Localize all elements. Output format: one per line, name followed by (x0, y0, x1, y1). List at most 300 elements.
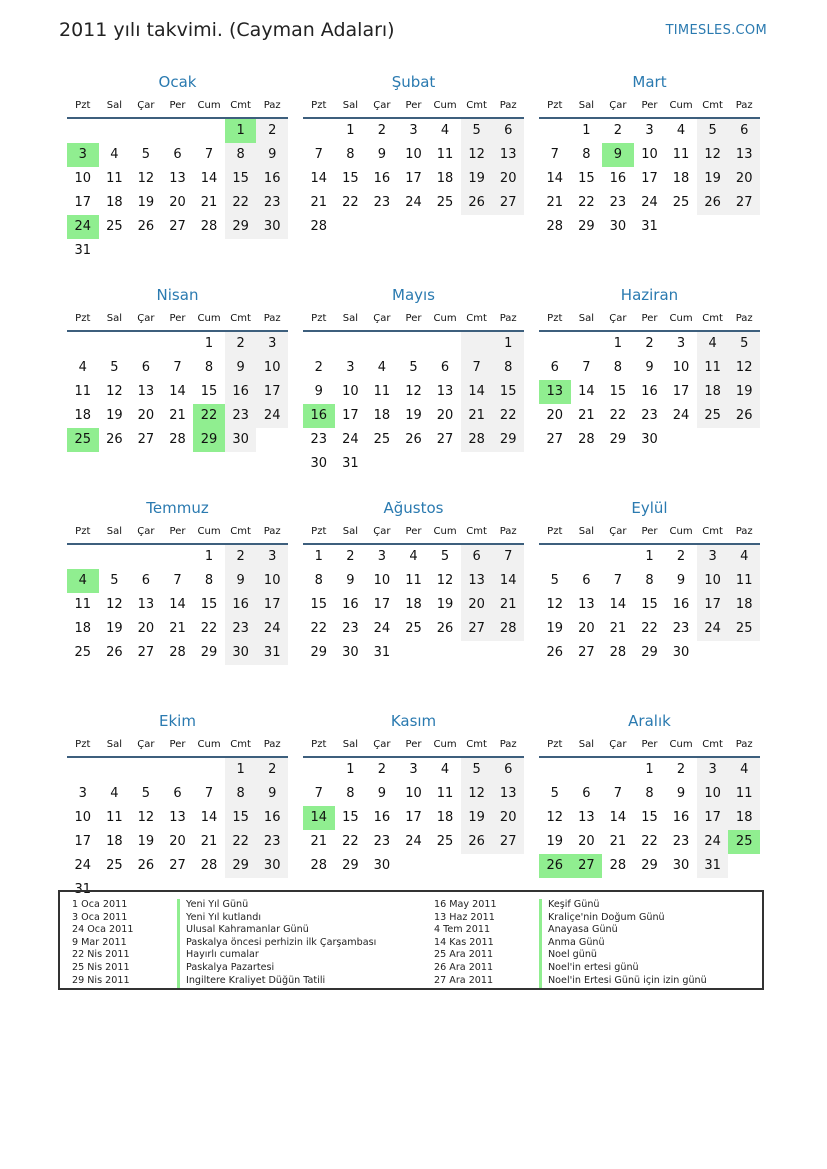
day-cell: 16 (225, 593, 257, 617)
month-name: Ağustos (383, 499, 444, 517)
day-cell: 23 (310, 432, 328, 447)
day-cell: 3 (645, 123, 654, 138)
weekday-label: Per (405, 739, 422, 750)
day-cell: 8 (314, 573, 323, 588)
day-cell: 2 (346, 549, 355, 564)
day-cell: 31 (373, 645, 391, 660)
day-cell: 8 (204, 573, 214, 588)
page-title: 2011 yılı takvimi. (Cayman Adaları) (59, 19, 395, 41)
day-grid (539, 758, 760, 878)
day-cell: 1 (225, 119, 257, 143)
day-cell: 30 (225, 428, 257, 452)
holiday-name: Yeni Yıl Günü (186, 899, 249, 910)
month-calendar (303, 283, 524, 472)
month-name: Kasım (390, 712, 437, 730)
day-cell: 31 (256, 641, 288, 665)
day-cell: 23 (256, 830, 288, 854)
month-name: Şubat (391, 73, 436, 91)
day-cell: 18 (697, 380, 729, 404)
day-cell: 10 (74, 810, 92, 825)
day-cell: 15 (641, 810, 658, 825)
day-cell: 7 (314, 147, 323, 162)
holiday-name: Noel günü (548, 949, 597, 961)
day-cell: 4 (110, 147, 119, 162)
day-cell: 1 (314, 549, 323, 564)
day-cell: 16 (225, 380, 257, 404)
day-cell: 5 (141, 786, 151, 801)
holiday-date: 24 Oca 2011 (72, 924, 134, 936)
empty-cell (67, 119, 99, 143)
day-cell: 17 (405, 810, 422, 825)
day-cell: 18 (74, 621, 92, 636)
day-cell: 14 (609, 597, 627, 612)
day-cell: 23 (256, 191, 288, 215)
holiday-date: 29 Nis 2011 (72, 974, 130, 986)
day-cell: 21 (609, 834, 627, 849)
weekday-label: Çar (373, 313, 391, 324)
weekday-label: Per (405, 526, 422, 537)
day-cell: 2 (676, 762, 686, 777)
day-grid (539, 119, 760, 239)
weekday-label: Sal (342, 526, 358, 537)
day-cell: 17 (697, 593, 729, 617)
day-cell: 1 (613, 336, 623, 351)
day-cell: 3 (409, 123, 418, 138)
day-cell: 26 (137, 858, 155, 873)
day-cell: 15 (310, 597, 328, 612)
weekday-label: Pzt (547, 313, 563, 324)
day-cell: 17 (405, 171, 422, 186)
day-cell: 5 (461, 119, 493, 143)
day-cell: 25 (436, 195, 454, 210)
day-grid (303, 332, 524, 476)
day-cell: 28 (310, 219, 328, 234)
day-cell: 12 (728, 356, 760, 380)
empty-cell (571, 332, 603, 356)
day-cell: 11 (106, 171, 123, 186)
weekday-label: Sal (578, 313, 594, 324)
weekday-label: Pzt (75, 313, 91, 324)
weekday-header (539, 520, 760, 545)
empty-cell (130, 545, 162, 569)
brand-link[interactable]: TIMESLES.COM (665, 23, 767, 38)
day-cell: 9 (225, 569, 257, 593)
weekday-label: Çar (609, 313, 627, 324)
day-cell: 16 (609, 171, 627, 186)
empty-cell (461, 332, 493, 356)
day-cell: 19 (106, 621, 123, 636)
weekday-header (67, 520, 288, 545)
weekday-label: Çar (609, 739, 627, 750)
day-cell: 22 (193, 404, 225, 428)
day-cell: 10 (373, 573, 391, 588)
day-cell: 21 (609, 621, 627, 636)
day-cell: 23 (373, 195, 391, 210)
day-cell: 1 (204, 549, 214, 564)
weekday-label: Cmt (702, 526, 723, 537)
day-cell: 22 (609, 408, 627, 423)
weekday-label: Cum (197, 313, 221, 324)
day-cell: 7 (461, 356, 493, 380)
day-cell: 20 (578, 621, 595, 636)
holiday-date: 27 Ara 2011 (434, 974, 494, 986)
day-cell: 27 (436, 432, 454, 447)
day-cell: 26 (728, 404, 760, 428)
day-cell: 3 (697, 758, 729, 782)
day-cell: 26 (436, 621, 454, 636)
day-cell: 2 (256, 119, 288, 143)
day-cell: 21 (578, 408, 595, 423)
day-cell: 8 (204, 360, 214, 375)
day-cell: 5 (110, 573, 119, 588)
day-cell: 16 (672, 810, 690, 825)
day-cell: 27 (461, 617, 493, 641)
day-cell: 2 (256, 758, 288, 782)
weekday-label: Cum (669, 739, 693, 750)
legend-dates-left (60, 899, 177, 988)
legend-names-left (177, 899, 422, 988)
day-cell: 9 (256, 782, 288, 806)
day-cell: 11 (436, 786, 454, 801)
empty-cell (67, 758, 99, 782)
day-cell: 7 (492, 545, 524, 569)
day-cell: 28 (200, 219, 218, 234)
weekday-label: Pzt (311, 739, 327, 750)
day-cell: 24 (256, 404, 288, 428)
day-cell: 7 (613, 573, 623, 588)
weekday-header (67, 307, 288, 332)
day-cell: 29 (492, 428, 524, 452)
day-cell: 26 (461, 191, 493, 215)
day-cell: 8 (613, 360, 623, 375)
empty-cell (99, 545, 131, 569)
day-cell: 22 (342, 195, 359, 210)
day-cell: 12 (405, 384, 422, 399)
day-cell: 16 (342, 597, 359, 612)
day-cell: 25 (405, 621, 422, 636)
day-cell: 26 (461, 830, 493, 854)
weekday-label: Çar (137, 313, 155, 324)
day-cell: 2 (314, 360, 323, 375)
day-cell: 3 (256, 332, 288, 356)
day-cell: 23 (609, 195, 627, 210)
weekday-label: Paz (263, 526, 281, 537)
day-cell: 24 (342, 432, 359, 447)
day-cell: 8 (492, 356, 524, 380)
months-grid (67, 70, 760, 898)
holiday-name: Hayırlı cumalar (186, 949, 259, 961)
empty-cell (67, 332, 99, 356)
day-cell: 28 (609, 858, 627, 873)
day-cell: 25 (106, 219, 123, 234)
weekday-label: Çar (137, 739, 155, 750)
weekday-label: Per (405, 313, 422, 324)
weekday-label: Çar (609, 100, 627, 111)
day-cell: 31 (74, 243, 92, 258)
holiday-date: 25 Ara 2011 (434, 949, 494, 961)
day-cell: 5 (697, 119, 729, 143)
day-cell: 11 (373, 384, 391, 399)
month-calendar (67, 496, 288, 685)
day-cell: 30 (672, 858, 690, 873)
day-cell: 23 (225, 617, 257, 641)
day-cell: 1 (225, 758, 257, 782)
day-cell: 9 (676, 786, 686, 801)
day-cell: 11 (405, 573, 422, 588)
holiday-date: 16 May 2011 (434, 899, 497, 910)
day-cell: 13 (137, 597, 155, 612)
day-cell: 11 (728, 782, 760, 806)
day-cell: 27 (571, 854, 603, 878)
day-cell: 17 (641, 171, 658, 186)
day-cell: 10 (405, 147, 422, 162)
day-cell: 27 (169, 219, 186, 234)
day-cell: 1 (492, 332, 524, 356)
day-cell: 10 (342, 384, 359, 399)
day-cell: 14 (303, 806, 335, 830)
day-cell: 25 (672, 195, 690, 210)
day-cell: 1 (346, 123, 355, 138)
weekday-label: Sal (342, 100, 358, 111)
weekday-label: Cum (433, 739, 457, 750)
day-grid (303, 758, 524, 878)
day-cell: 19 (106, 408, 123, 423)
day-cell: 14 (169, 384, 186, 399)
day-cell: 4 (440, 762, 450, 777)
month-name: Temmuz (146, 499, 209, 517)
holiday-name: Kraliçe'nin Doğum Günü (548, 911, 665, 923)
day-cell: 20 (169, 834, 186, 849)
day-cell: 6 (582, 786, 591, 801)
day-cell: 12 (436, 573, 454, 588)
day-cell: 28 (578, 432, 595, 447)
empty-cell (162, 332, 194, 356)
legend-names-right (539, 899, 762, 988)
day-grid (539, 545, 760, 665)
month-calendar (539, 70, 760, 259)
day-cell: 19 (436, 597, 454, 612)
day-cell: 5 (461, 758, 493, 782)
month-calendar (67, 709, 288, 898)
empty-cell (303, 758, 335, 782)
day-cell: 1 (346, 762, 355, 777)
day-cell: 13 (169, 171, 186, 186)
day-cell: 1 (645, 549, 654, 564)
empty-cell (303, 119, 335, 143)
day-cell: 18 (106, 834, 123, 849)
day-cell: 6 (173, 786, 182, 801)
day-cell: 9 (676, 573, 686, 588)
day-cell: 20 (492, 167, 524, 191)
day-cell: 5 (409, 360, 418, 375)
holiday-name: İngiltere Kraliyet Düğün Tatili (186, 974, 326, 986)
day-cell: 27 (137, 432, 155, 447)
day-cell: 22 (641, 834, 658, 849)
holiday-name: Yeni Yıl kutlandı (186, 911, 262, 923)
day-cell: 2 (645, 336, 654, 351)
empty-cell (193, 119, 225, 143)
empty-cell (539, 545, 571, 569)
day-cell: 11 (436, 147, 454, 162)
month-name: Mayıs (392, 286, 435, 304)
day-cell: 15 (200, 384, 218, 399)
day-cell: 12 (137, 171, 155, 186)
day-cell: 6 (492, 119, 524, 143)
day-cell: 18 (436, 810, 454, 825)
day-cell: 24 (256, 617, 288, 641)
empty-cell (99, 332, 131, 356)
weekday-label: Sal (106, 526, 122, 537)
day-cell: 6 (492, 758, 524, 782)
day-cell: 25 (74, 645, 92, 660)
weekday-label: Paz (735, 100, 753, 111)
day-cell: 26 (106, 645, 123, 660)
weekday-label: Cmt (466, 739, 487, 750)
day-cell: 20 (436, 408, 454, 423)
day-cell: 21 (310, 834, 328, 849)
weekday-label: Cmt (230, 313, 251, 324)
day-grid (67, 758, 288, 902)
weekday-label: Pzt (75, 100, 91, 111)
weekday-label: Pzt (311, 100, 327, 111)
weekday-header (67, 733, 288, 758)
empty-cell (130, 332, 162, 356)
day-cell: 23 (672, 621, 690, 636)
empty-cell (162, 758, 194, 782)
day-cell: 26 (137, 219, 155, 234)
day-cell: 15 (342, 171, 359, 186)
day-cell: 19 (728, 380, 760, 404)
day-cell: 16 (303, 404, 335, 428)
day-cell: 29 (342, 858, 359, 873)
empty-cell (539, 758, 571, 782)
day-cell: 17 (74, 195, 92, 210)
weekday-label: Paz (499, 100, 517, 111)
day-cell: 21 (310, 195, 328, 210)
day-cell: 2 (225, 332, 257, 356)
day-cell: 8 (346, 786, 355, 801)
weekday-label: Paz (263, 100, 281, 111)
day-cell: 24 (405, 195, 422, 210)
day-cell: 6 (440, 360, 450, 375)
weekday-label: Sal (106, 100, 122, 111)
holiday-date: 14 Kas 2011 (434, 936, 494, 948)
day-cell: 27 (169, 858, 186, 873)
day-cell: 10 (697, 569, 729, 593)
day-cell: 17 (256, 380, 288, 404)
day-cell: 10 (641, 147, 658, 162)
empty-cell (335, 332, 367, 356)
day-cell: 15 (492, 380, 524, 404)
day-cell: 28 (546, 219, 564, 234)
day-cell: 11 (106, 810, 123, 825)
weekday-header (303, 307, 524, 332)
legend-dates-right (422, 899, 539, 988)
day-cell: 20 (546, 408, 564, 423)
day-cell: 22 (342, 834, 359, 849)
day-cell: 21 (461, 404, 493, 428)
day-cell: 4 (67, 569, 99, 593)
day-cell: 29 (641, 645, 658, 660)
day-cell: 17 (672, 384, 690, 399)
empty-cell (539, 332, 571, 356)
day-cell: 12 (106, 384, 123, 399)
day-cell: 13 (492, 143, 524, 167)
day-cell: 17 (342, 408, 359, 423)
day-cell: 26 (546, 645, 564, 660)
weekday-label: Cmt (466, 526, 487, 537)
day-cell: 3 (78, 786, 87, 801)
month-name: Ocak (158, 73, 197, 91)
day-cell: 11 (728, 569, 760, 593)
day-cell: 24 (697, 617, 729, 641)
day-cell: 14 (200, 810, 218, 825)
day-cell: 30 (225, 641, 257, 665)
day-cell: 15 (609, 384, 627, 399)
day-cell: 10 (256, 569, 288, 593)
holiday-name: Anma Günü (548, 936, 605, 948)
empty-cell (193, 758, 225, 782)
day-cell: 24 (405, 834, 422, 849)
day-cell: 11 (74, 597, 92, 612)
day-cell: 19 (461, 167, 493, 191)
day-cell: 3 (377, 549, 387, 564)
empty-cell (602, 758, 634, 782)
day-cell: 14 (492, 569, 524, 593)
day-cell: 19 (137, 834, 155, 849)
month-calendar (539, 283, 760, 472)
empty-cell (571, 758, 603, 782)
day-cell: 30 (342, 645, 359, 660)
day-cell: 7 (613, 786, 623, 801)
day-cell: 9 (346, 573, 355, 588)
day-cell: 19 (137, 195, 155, 210)
holiday-date: 1 Oca 2011 (72, 899, 128, 910)
day-cell: 13 (578, 597, 595, 612)
weekday-label: Per (405, 100, 422, 111)
day-cell: 12 (546, 597, 564, 612)
day-cell: 23 (672, 834, 690, 849)
day-cell: 13 (461, 569, 493, 593)
day-cell: 25 (106, 858, 123, 873)
day-cell: 13 (728, 143, 760, 167)
day-cell: 28 (310, 858, 328, 873)
day-cell: 4 (110, 786, 119, 801)
day-cell: 9 (256, 143, 288, 167)
day-cell: 20 (492, 806, 524, 830)
day-cell: 22 (225, 191, 257, 215)
weekday-label: Sal (106, 313, 122, 324)
weekday-label: Paz (499, 526, 517, 537)
day-cell: 14 (546, 171, 564, 186)
day-cell: 18 (436, 171, 454, 186)
weekday-label: Cum (433, 526, 457, 537)
day-cell: 4 (78, 360, 87, 375)
day-cell: 4 (697, 332, 729, 356)
weekday-label: Pzt (547, 526, 563, 537)
day-cell: 18 (728, 806, 760, 830)
day-cell: 2 (377, 123, 387, 138)
day-cell: 3 (256, 545, 288, 569)
day-cell: 9 (377, 786, 387, 801)
day-cell: 12 (697, 143, 729, 167)
day-cell: 11 (672, 147, 690, 162)
day-cell: 8 (645, 573, 654, 588)
weekday-label: Çar (609, 526, 627, 537)
day-cell: 15 (225, 167, 257, 191)
day-grid (303, 545, 524, 665)
weekday-label: Cmt (466, 313, 487, 324)
